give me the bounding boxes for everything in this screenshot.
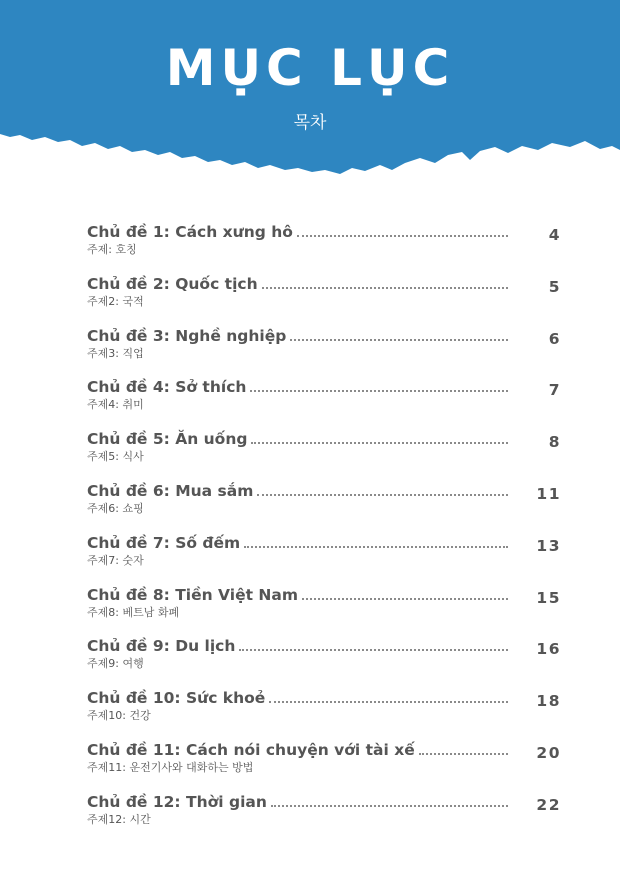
toc-entry-title: Chủ đề 11: Cách nói chuyện với tài xế [87, 740, 415, 759]
toc-entry-title: Chủ đề 4: Sở thích [87, 378, 247, 397]
toc-entry-korean: 주제8: 베트남 화폐 [87, 605, 180, 619]
page-title: MỤC LỤC [165, 39, 455, 97]
toc-entry-title: Chủ đề 12: Thời gian [87, 792, 267, 811]
toc-entry-korean: 주제10: 건강 [87, 709, 151, 723]
toc-entry-title: Chủ đề 6: Mua sắm [87, 481, 254, 500]
dot-leader [257, 493, 508, 496]
toc-entry-page: 16 [536, 640, 561, 659]
toc-entry-row [87, 688, 510, 708]
dot-leader [271, 804, 508, 807]
dot-leader [262, 286, 508, 289]
toc-entry-page: 15 [536, 588, 561, 607]
toc-entry-title: Chủ đề 5: Ăn uống [87, 430, 248, 449]
toc-entry-page: 6 [548, 329, 561, 348]
toc-entry-korean: 주제12: 시간 [87, 812, 151, 826]
toc-entry-row [87, 377, 510, 397]
toc-entry[interactable] [87, 377, 561, 429]
toc-entry[interactable] [87, 481, 561, 533]
toc-entry-korean: 주제6: 쇼핑 [87, 501, 144, 515]
toc-entry[interactable] [87, 585, 561, 637]
toc-entry-korean: 주제2: 국적 [87, 294, 144, 308]
dot-leader [419, 752, 508, 755]
toc-entry-korean: 주제5: 식사 [87, 450, 144, 464]
dot-leader [297, 234, 508, 237]
toc-entry-korean: 주제4: 취미 [87, 398, 144, 412]
toc-entry-title: Chủ đề 1: Cách xưng hô [87, 223, 293, 241]
toc-entry-title: Chủ đề 10: Sức khoẻ [87, 689, 266, 708]
toc-entry-page: 22 [536, 795, 561, 814]
dot-leader [244, 545, 508, 548]
dot-leader [269, 700, 508, 703]
toc-entry-korean: 주제: 호칭 [87, 243, 137, 256]
toc-entry-korean: 주제7: 숫자 [87, 553, 144, 567]
dot-leader [239, 648, 508, 651]
toc-entry[interactable] [87, 222, 561, 274]
toc-entry-row [87, 792, 510, 812]
toc-entry-row [87, 326, 510, 346]
toc-entry-row [87, 533, 510, 553]
dot-leader [250, 389, 508, 392]
toc-entry-row [87, 274, 510, 294]
dot-leader [302, 597, 508, 600]
toc-entry[interactable] [87, 429, 561, 481]
toc-entry[interactable] [87, 792, 561, 844]
toc-entry-korean: 주제3: 직업 [87, 346, 144, 360]
toc-entry-title: Chủ đề 9: Du lịch [87, 637, 236, 656]
toc-entry[interactable] [87, 326, 561, 378]
toc-entry-row [87, 429, 510, 449]
dot-leader [251, 441, 508, 444]
toc-entry-title: Chủ đề 3: Nghề nghiệp [87, 326, 287, 345]
toc-entry[interactable] [87, 636, 561, 688]
toc-entry[interactable] [87, 533, 561, 585]
toc-entry[interactable] [87, 274, 561, 326]
toc-entry[interactable] [87, 688, 561, 740]
toc-entry-page: 11 [536, 484, 561, 503]
toc-entry-page: 4 [548, 226, 561, 244]
page-subtitle: 목차 [293, 113, 327, 133]
table-of-contents [87, 222, 561, 844]
toc-entry-page: 5 [548, 277, 561, 296]
toc-entry-korean: 주제11: 운전기사와 대화하는 방법 [87, 760, 254, 774]
toc-entry-page: 20 [536, 743, 561, 762]
toc-entry-row [87, 740, 510, 760]
toc-entry-row [87, 481, 510, 501]
toc-entry-row [87, 585, 510, 605]
toc-entry-korean: 주제9: 여행 [87, 657, 144, 671]
toc-entry-page: 18 [536, 692, 561, 711]
toc-entry-row [87, 222, 510, 242]
toc-entry-title: Chủ đề 2: Quốc tịch [87, 274, 258, 293]
toc-entry[interactable] [87, 740, 561, 792]
toc-entry-title: Chủ đề 8: Tiền Việt Nam [87, 585, 298, 604]
toc-entry-page: 13 [536, 536, 561, 555]
toc-entry-title: Chủ đề 7: Số đếm [87, 533, 241, 552]
toc-entry-row [87, 636, 510, 656]
toc-entry-page: 7 [548, 381, 561, 400]
toc-entry-page: 8 [548, 433, 561, 452]
dot-leader [290, 338, 508, 341]
